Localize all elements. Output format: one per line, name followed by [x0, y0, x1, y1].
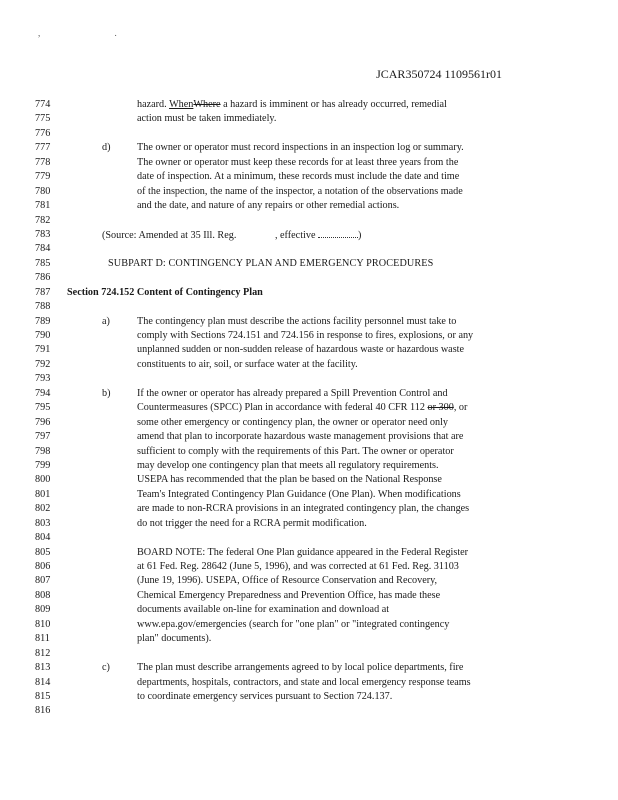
document-line — [0, 517, 618, 531]
text-segment: are made to non-RCRA provisions in an integrated contingency plan, the changes — [137, 503, 470, 515]
line-number: 796 — [35, 416, 51, 428]
line-number: 789 — [35, 315, 51, 327]
document-line — [0, 560, 618, 574]
line-number: 811 — [35, 633, 50, 645]
document-line — [0, 488, 618, 502]
text-segment: action must be taken immediately. — [137, 113, 277, 125]
line-text — [137, 156, 458, 170]
document-line — [0, 127, 618, 141]
text-segment: Countermeasures (SPCC) Plan in accordance with federal 40 CFR 112 — [137, 402, 428, 414]
document-line — [0, 647, 618, 661]
line-text — [137, 141, 464, 155]
document-line — [0, 242, 618, 256]
text-segment: , or — [453, 402, 468, 414]
document-line — [0, 271, 618, 285]
line-number: 814 — [35, 676, 51, 688]
inserted-text: When — [169, 99, 194, 110]
line-text — [137, 618, 449, 632]
line-number: 782 — [35, 214, 51, 226]
document-line — [0, 141, 618, 155]
line-number: 810 — [35, 618, 51, 630]
line-text — [137, 343, 464, 357]
line-text — [137, 560, 459, 574]
text-segment: constituents to air, soil, or surface water at the facility. — [137, 358, 358, 370]
document-line — [0, 228, 618, 242]
subsection-label: c) — [102, 662, 110, 674]
text-segment: (Source: Amended at 35 Ill. Reg. — [102, 229, 239, 241]
line-text — [137, 416, 448, 430]
deleted-text: or 300 — [427, 402, 454, 414]
document-line — [0, 502, 618, 516]
document-line — [0, 430, 618, 444]
line-text — [137, 574, 437, 588]
line-number: 783 — [35, 228, 51, 240]
subsection-label: d) — [102, 142, 111, 154]
subsection-label: a) — [102, 315, 110, 327]
line-number: 790 — [35, 330, 51, 341]
text-segment: SUBPART D: CONTINGENCY PLAN AND EMERGENCY PROCEDURES — [108, 257, 434, 269]
document-line — [0, 98, 618, 112]
line-text — [137, 445, 454, 459]
text-segment: If the owner or operator has already prepared a Spill Prevention Control and — [137, 387, 448, 399]
document-body — [0, 98, 618, 719]
text-segment: plan" documents). — [137, 633, 212, 645]
line-number: 791 — [35, 344, 51, 356]
text-segment: some other emergency or contingency plan, the owner or operator need only — [137, 416, 448, 428]
document-id: JCAR350724 1109561r01 — [376, 67, 502, 81]
line-number: 806 — [35, 561, 51, 572]
text-segment: www.epa.gov/emergencies (search for "one plan" or "integrated contingency — [137, 618, 450, 630]
line-text — [137, 430, 463, 444]
text-segment: (June 19, 1996). USEPA, Office of Resource Conservation and Recovery, — [137, 575, 438, 587]
line-number: 804 — [35, 532, 51, 544]
document-line — [0, 473, 618, 487]
line-number: 795 — [35, 402, 51, 414]
document-line — [0, 459, 618, 473]
line-text — [137, 632, 211, 646]
line-text — [137, 473, 442, 487]
section-heading — [67, 286, 263, 300]
text-segment: Chemical Emergency Preparedness and Prevention Office, has made these — [137, 589, 441, 601]
document-line — [0, 372, 618, 386]
text-segment: sufficient to comply with the requirements of this Part. The owner or operator — [137, 445, 454, 457]
scan-marks: , . — [38, 28, 153, 38]
text-segment: departments, hospitals, contractors, and state and local emergency response teams — [137, 676, 471, 688]
line-number: 788 — [35, 301, 51, 313]
text-segment: at 61 Fed. Reg. 28642 (June 5, 1996), and was corrected at 61 Fed. Reg. 31103 — [137, 561, 459, 572]
text-segment: The contingency plan must describe the actions facility personnel must take to — [137, 315, 457, 327]
text-segment: to coordinate emergency services pursuant to Section 724.137. — [137, 690, 393, 702]
line-text — [137, 387, 448, 401]
line-number: 800 — [35, 474, 51, 486]
line-number: 816 — [35, 705, 51, 717]
source-note — [102, 228, 361, 243]
text-segment: unplanned sudden or non-sudden release of hazardous waste or hazardous waste — [137, 344, 465, 356]
line-number: 781 — [35, 200, 51, 212]
text-segment: do not trigger the need for a RCRA permit modification. — [137, 517, 367, 529]
line-number: 803 — [35, 517, 51, 529]
line-text — [137, 488, 461, 502]
document-line — [0, 690, 618, 704]
line-text — [137, 170, 459, 184]
line-text — [137, 676, 471, 690]
line-text — [137, 603, 389, 617]
line-number: 813 — [35, 662, 51, 674]
line-number: 787 — [35, 286, 51, 298]
document-line — [0, 632, 618, 646]
document-line — [0, 704, 618, 718]
line-number: 812 — [35, 647, 51, 659]
document-line — [0, 445, 618, 459]
document-line — [0, 574, 618, 588]
line-text — [137, 199, 399, 213]
document-line — [0, 199, 618, 213]
line-text — [137, 401, 467, 415]
text-segment: ) — [358, 229, 362, 241]
document-line — [0, 329, 618, 343]
text-segment: comply with Sections 724.151 and 724.156 in response to fires, explosions, or any — [137, 330, 474, 341]
text-segment: Team's Integrated Contingency Plan Guidance (One Plan). When modifications — [137, 488, 461, 500]
document-line — [0, 170, 618, 184]
text-segment: BOARD NOTE: The federal One Plan guidance appeared in the Federal Register — [137, 546, 469, 558]
line-number: 799 — [35, 459, 51, 471]
text-segment: Section 724.152 Content of Contingency Plan — [67, 286, 263, 298]
document-line — [0, 214, 618, 228]
line-text — [137, 589, 440, 603]
line-number: 794 — [35, 387, 51, 399]
line-number: 793 — [35, 373, 51, 385]
line-text — [137, 546, 468, 560]
document-line — [0, 185, 618, 199]
line-text — [137, 459, 439, 473]
line-number: 805 — [35, 546, 51, 558]
line-number: 786 — [35, 272, 51, 284]
subpart-heading — [108, 257, 433, 271]
line-number: 808 — [35, 589, 51, 601]
line-number: 777 — [35, 142, 51, 154]
line-number: 775 — [35, 113, 51, 125]
document-line — [0, 387, 618, 401]
document-line — [0, 358, 618, 372]
text-segment: date of inspection. At a minimum, these records must include the date and time — [137, 171, 460, 183]
line-text — [137, 185, 463, 199]
line-number: 807 — [35, 575, 51, 587]
line-number: 778 — [35, 156, 51, 168]
line-number: 815 — [35, 690, 51, 702]
blank-field — [318, 228, 358, 238]
line-text — [137, 98, 447, 112]
document-line — [0, 300, 618, 314]
text-segment: amend that plan to incorporate hazardous waste management provisions that are — [137, 431, 464, 443]
text-segment: may develop one contingency plan that meets all regulatory requirements. — [137, 459, 439, 471]
document-line — [0, 589, 618, 603]
document-line — [0, 156, 618, 170]
document-line — [0, 416, 618, 430]
line-text — [137, 329, 473, 343]
line-number: 776 — [35, 127, 51, 139]
text-segment: USEPA has recommended that the plan be based on the National Response — [137, 474, 442, 486]
document-line — [0, 603, 618, 617]
document-line — [0, 618, 618, 632]
text-segment: The plan must describe arrangements agreed to by local police departments, fire — [137, 662, 464, 674]
line-number: 774 — [35, 99, 51, 110]
document-line — [0, 257, 618, 271]
line-text — [137, 502, 469, 516]
document-line — [0, 286, 618, 300]
document-line — [0, 315, 618, 329]
text-segment: The owner or operator must keep these records for at least three years from the — [137, 156, 459, 168]
text-segment: hazard. — [137, 99, 170, 110]
line-number: 797 — [35, 431, 51, 443]
document-line — [0, 343, 618, 357]
subsection-label: b) — [102, 387, 111, 399]
line-text — [137, 358, 358, 372]
deleted-text: Where — [193, 99, 221, 110]
document-line — [0, 531, 618, 545]
text-segment: documents available on-line for examination and download at — [137, 604, 390, 616]
line-number: 792 — [35, 358, 51, 370]
text-segment: a hazard is imminent or has already occurred, remedial — [220, 99, 447, 110]
line-number: 802 — [35, 503, 51, 515]
text-segment: , effective — [274, 229, 319, 241]
document-line — [0, 546, 618, 560]
line-number: 801 — [35, 488, 51, 500]
line-number: 785 — [35, 257, 51, 269]
line-text — [137, 315, 456, 329]
document-line — [0, 676, 618, 690]
line-number: 780 — [35, 185, 51, 197]
document-line — [0, 112, 618, 126]
line-number: 798 — [35, 445, 51, 457]
text-segment: and the date, and nature of any repairs or other remedial actions. — [137, 200, 400, 212]
line-text — [137, 661, 463, 675]
line-number: 784 — [35, 243, 51, 255]
document-line — [0, 661, 618, 675]
line-text — [137, 690, 392, 704]
line-number: 809 — [35, 604, 51, 616]
text-segment: of the inspection, the name of the inspector, a notation of the observations made — [137, 185, 463, 197]
document-line — [0, 401, 618, 415]
text-segment: The owner or operator must record inspections in an inspection log or summary. — [137, 142, 464, 154]
line-text — [137, 517, 367, 531]
line-text — [137, 112, 276, 126]
line-number: 779 — [35, 171, 51, 183]
